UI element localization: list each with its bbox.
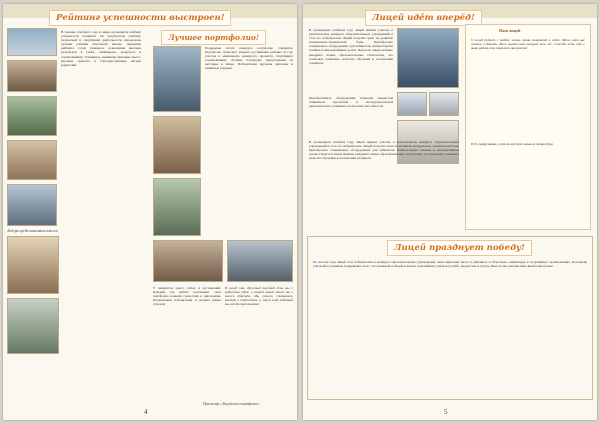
progress-article-text-3: В прошедшем учебном году лицей принял участие в региональном конкурсе образовательных учреждений и стал его победителем. Лицей получил грант на развитие материально-технической базы. Приобретено современное оборудование для кабинетов, компьютерная техника и интерактивные доски. Педагоги лицея активно внедряют новые образовательные технологии, что позволяет повышать качество обучения и воспитания учащихся. (309, 140, 459, 161)
portfolio-article-text-2: У лицеистов много побед и достижений. Каждый год ребята пополняют свои портфолио новыми грамотами и дипломами. Поздравляем победителей и желаем новых успехов! (153, 286, 221, 307)
progress-article-text: В прошедшем учебном году лицей принял участие в региональном конкурсе образовательных учреждений и стал его победителем. Лицей получил грант на развитие материально-технической базы. Приобретено современное оборудование для кабинетов, компьютерная техника и интерактивные доски. Педагоги лицея активно внедряют новые образовательные технологии, что позволяет повышать качество обучения и воспитания учащихся. (309, 28, 393, 65)
portfolio-article-text: Подведены итоги конкурса портфолио учащихся. Портфолио позволяет увидеть достижения ребёнка за год: участие в олимпиадах, конкурсах, проектах, спортивных соревнованиях. Лучшие портфолио представлены на выставке в лицее. Победителям вручены дипломы и памятные подарки. (205, 46, 293, 71)
lyceum-building-photo (397, 28, 459, 88)
left-page (3, 4, 297, 420)
leaders-caption: Лидеры среди начальных классов (7, 229, 58, 233)
equipment-photo-1 (397, 92, 427, 116)
portfolio-photo-1 (153, 46, 201, 112)
students-photo-2 (7, 60, 57, 92)
right-page (303, 4, 597, 420)
students-photo-1 (7, 28, 57, 56)
victory-article-text: По итогам года лицей стал победителем в конкурсе образовательных учреждений, занял призовые места в районных и областных олимпиадах и спортивных соревнованиях. Коллектив учителей и учеников поздравляет всех с заслуженной победой и желает дальнейших успехов в учёбе, творчестве и спорте. Вместе мы сделаем наш лицей ещё лучше! (313, 260, 587, 269)
page-number-left: 4 (144, 408, 148, 416)
poem-note: П.П. Андрущенко, учитель русского языка и литературы (471, 142, 553, 146)
class-photo-2 (7, 298, 59, 354)
students-photo-3 (7, 96, 57, 136)
victory-title: Лицей празднует победу! (387, 240, 532, 256)
progress-article-text-2: Приобретённое оборудование позволит лицеистам заниматься проектной и исследовательской деятельностью, развивать творческие способности. (309, 96, 393, 109)
portfolio-poem: В лицей наш дружный каждый день мы с радостью идём, и знаний новых много мы в классе обретём. Мы учимся, стараемся, растём и побеждаем, и лицей свой любимый мы всегда прославляем! (225, 286, 293, 307)
portfolio-caption: Просмотр «Лицейского портфолио» (203, 402, 260, 406)
students-photo-5 (7, 184, 57, 226)
students-photo-4 (7, 140, 57, 180)
poem-title: Наш лицей (499, 28, 521, 33)
rating-title: Рейтинг успешности выстроен! (49, 10, 231, 26)
class-photo-1 (7, 236, 59, 294)
portfolio-photo-4 (153, 240, 223, 282)
progress-title: Лицей идёт вперёд! (365, 10, 482, 26)
portfolio-title: Лучшее портфолио! (161, 30, 266, 45)
portfolio-photo-2 (153, 116, 201, 174)
rating-article-text: В течение учебного года в лицее проводился рейтинг успешности учащихся. По результатам учебной, творческой и спортивной деятельности определены лучшие ученики начальной школы. Лидерами рейтинга стали учащиеся, показавшие высокие результаты в учебе, олимпиадах, конкурсах и соревнованиях. Учащимся, занявшим призовые места, вручены грамоты и благодарственные письма родителям. (61, 30, 141, 67)
equipment-photo-2 (429, 92, 459, 116)
portfolio-photo-3 (153, 178, 201, 236)
poem-text: О лицей родной, с тобою жизнь полна открытий и чудес. Здесь учат нас искать и думать, здесь знаний нам открыт весь лес. Спасибо всем, кто с нами рядом, кто помогает нам расти! (471, 38, 585, 51)
page-number-right: 5 (444, 408, 448, 416)
portfolio-photo-5 (227, 240, 293, 282)
